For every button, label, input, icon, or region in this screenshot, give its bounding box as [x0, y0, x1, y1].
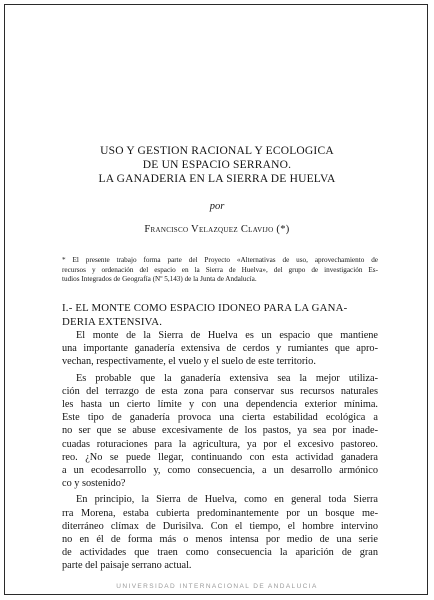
text-line: no ser que se abuse excesivamente de los pastos, ya sea por inade- [62, 425, 378, 437]
title-line: LA GANADERIA EN LA SIERRA DE HUELVA [98, 173, 336, 185]
section-heading [62, 301, 378, 329]
text-line: les hasta un cierto límite y con una dependencia exterior mínima. [62, 399, 378, 411]
text-line: a un ecodesarrollo y, como consecuencia, a un desarrollo armónico [62, 465, 378, 477]
footnote-line: tudios Integrados de Geografía (Nº 5,143) de la Junta de Andalucía. [62, 275, 257, 284]
article-title [45, 144, 389, 186]
text-line: reo. ¿No se puede llegar, continuando con esta actividad ganadera [62, 451, 378, 463]
text-line: En principio, la Sierra de Huelva, como en general toda Sierra [76, 494, 378, 506]
text-line: una importante ganadería extensiva de cerdos y rumiantes que apro- [62, 343, 378, 355]
text-line: no en él de forma más o menos intensa por medio de una serie [62, 534, 378, 546]
section-heading-line: I.- EL MONTE COMO ESPACIO IDONEO PARA LA GANA- [62, 302, 348, 314]
footnote-line: recursos y ordenación del espacio en la Sierra de Huelva», del grupo de investigación Es- [62, 265, 378, 274]
author-name: Francisco Velazquez Clavijo (*) [144, 224, 290, 235]
university-watermark: UNIVERSIDAD INTERNACIONAL DE ANDALUCIA [116, 583, 318, 590]
text-line: vechan, respectivamente, el vuelo y el suelo de este territorio. [62, 356, 316, 368]
text-line: rra Morena, estaba cubierta predominantemente por un bosque me- [62, 507, 378, 519]
text-line: de actividades que traen como consecuencia la aparición de gran [62, 547, 378, 559]
footnote-line: * El presente trabajo forma parte del Proyecto «Alternativas de uso, aprovechamiento de [62, 256, 378, 264]
text-line: ción del terrazgo de esta zona para conservar sus recursos naturales [62, 385, 378, 397]
footnote [62, 256, 378, 285]
title-line: USO Y GESTION RACIONAL Y ECOLOGICA [100, 145, 334, 157]
section-heading-line: DERIA EXTENSIVA. [62, 316, 163, 328]
paragraph [62, 329, 378, 369]
text-line: parte del paisaje serrano actual. [62, 560, 192, 572]
paragraph [62, 372, 378, 491]
text-line: El monte de la Sierra de Huelva es un espacio que mantiene [76, 330, 378, 341]
text-line: Este tipo de ganadería provoca una cierta estabilidad ecológica a [62, 412, 378, 424]
document-page [4, 4, 428, 595]
byline-por: por [209, 201, 225, 212]
text-line: Es probable que la ganadería extensiva sea la mejor utiliza- [76, 372, 378, 384]
paragraph [62, 493, 378, 572]
title-line: DE UN ESPACIO SERRANO. [142, 159, 292, 171]
text-line: co y sostenido? [62, 478, 126, 490]
text-line: cuadas roturaciones para la agricultura, ya por el excesivo pastoreo. [62, 438, 378, 450]
body-text [62, 329, 378, 576]
text-line: diterráneo clímax de Durisilva. Con el tiempo, el hombre intervino [62, 520, 378, 532]
